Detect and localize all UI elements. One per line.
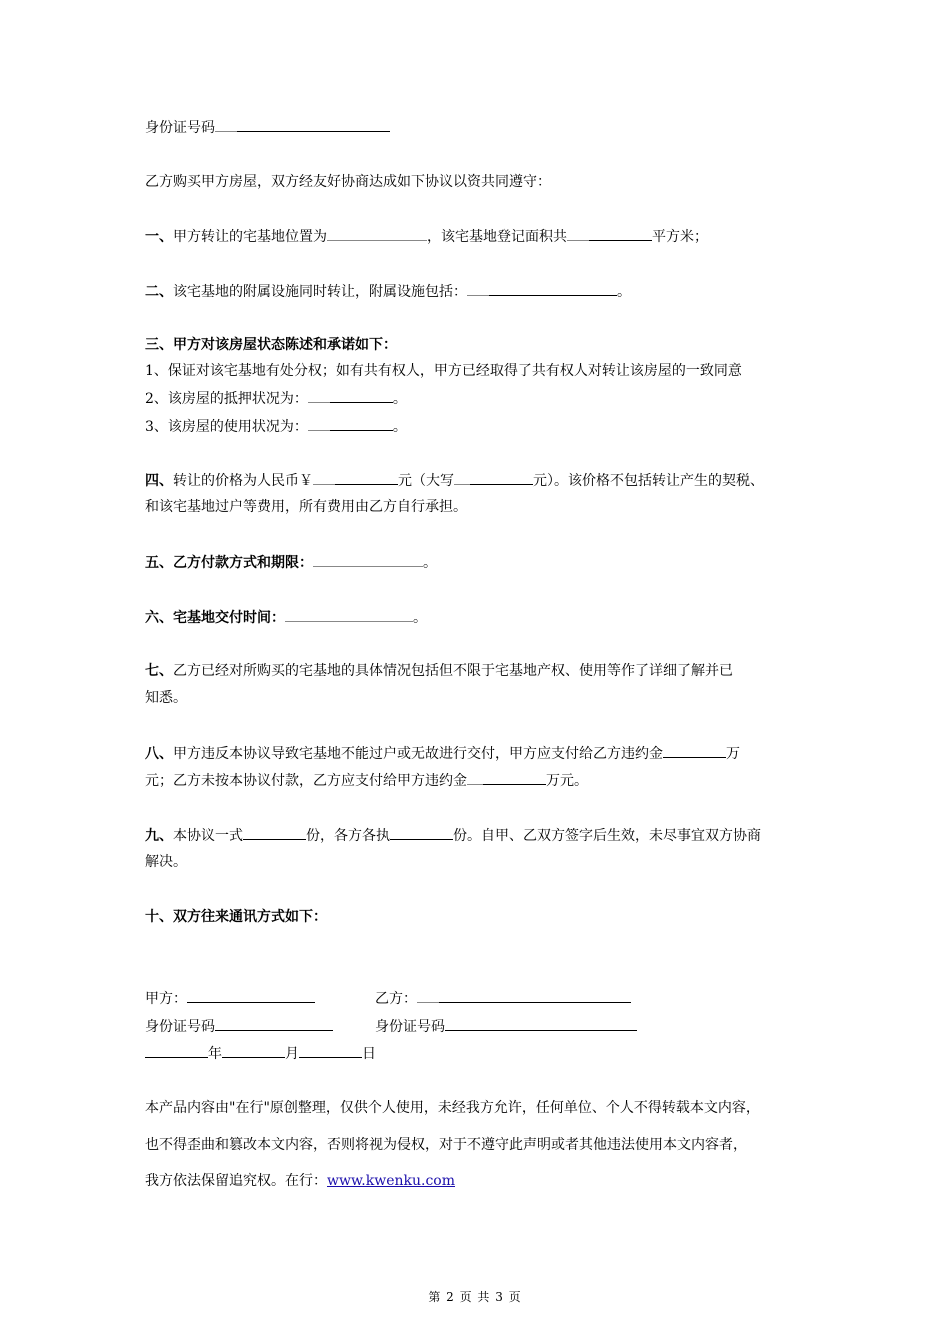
location-field[interactable] (327, 226, 427, 241)
copyright-notice-3: 我方依法保留追究权。在行：www.kwenku.com (145, 1173, 456, 1189)
party-a-id-field[interactable] (215, 1016, 333, 1031)
id-number-line: 身份证号码 (145, 117, 390, 138)
year-field[interactable] (145, 1043, 208, 1058)
party-a-signature: 甲方： (145, 988, 315, 1009)
party-a-id: 身份证号码 (145, 1016, 333, 1037)
clause-3-3: 3、该房屋的使用状况为： 。 (145, 416, 407, 437)
party-a-field[interactable] (187, 988, 315, 1003)
copies-each-field[interactable] (390, 825, 453, 840)
clause-3-2: 2、该房屋的抵押状况为： 。 (145, 388, 407, 409)
price-uppercase-field[interactable] (470, 470, 533, 485)
copies-field[interactable] (243, 825, 306, 840)
day-field[interactable] (299, 1043, 362, 1058)
party-b-field[interactable] (439, 988, 631, 1003)
intro-paragraph: 乙方购买甲方房屋，双方经友好协商达成如下协议以资共同遵守： (145, 174, 551, 190)
clause-3-1: 1、保证对该宅基地有处分权；如有共有权人，甲方已经取得了共有权人对转让该房屋的一致同意 (145, 363, 742, 379)
website-link[interactable]: www.kwenku.com (327, 1173, 456, 1189)
price-field[interactable] (335, 470, 398, 485)
usage-status-field[interactable] (330, 416, 393, 431)
copyright-notice-1: 本产品内容由"在行"原创整理，仅供个人使用，未经我方允许，任何单位、个人不得转载本文内容， (145, 1100, 760, 1116)
clause-9-cont: 解决。 (145, 854, 187, 870)
clause-8: 八、甲方违反本协议导致宅基地不能过户或无故进行交付，甲方应支付给乙方违约金 万 (145, 743, 740, 764)
date-line: 年 月 日 (145, 1043, 376, 1064)
clause-4: 四、转让的价格为人民币￥ 元（大写 元）。该价格不包括转让产生的契税、 (145, 470, 764, 491)
blank-field[interactable] (215, 117, 237, 132)
mortgage-status-field[interactable] (330, 388, 393, 403)
clause-8-cont: 元；乙方未按本协议付款，乙方应支付给甲方违约金 万元。 (145, 770, 588, 791)
payment-method-field[interactable] (313, 552, 423, 567)
id-number-field[interactable] (237, 117, 390, 132)
clause-7-cont: 知悉。 (145, 690, 187, 706)
party-b-id: 身份证号码 (375, 1016, 637, 1037)
page-footer: 第 2 页 共 3 页 (428, 1290, 522, 1304)
party-b-id-field[interactable] (445, 1016, 637, 1031)
month-field[interactable] (222, 1043, 285, 1058)
delivery-time-field[interactable] (285, 607, 413, 622)
clause-5: 五、乙方付款方式和期限： 。 (145, 552, 437, 573)
clause-1: 一、甲方转让的宅基地位置为 ，该宅基地登记面积共 平方米； (145, 226, 708, 247)
clause-7: 七、乙方已经对所购买的宅基地的具体情况包括但不限于宅基地产权、使用等作了详细了解并已 (145, 663, 733, 679)
clause-4-cont: 和该宅基地过户等费用，所有费用由乙方自行承担。 (145, 499, 467, 515)
clause-9: 九、本协议一式 份，各方各执 份。自甲、乙双方签字后生效，未尽事宜双方协商 (145, 825, 761, 846)
clause-2: 二、该宅基地的附属设施同时转让，附属设施包括： 。 (145, 281, 631, 302)
clause-6: 六、宅基地交付时间： 。 (145, 607, 427, 628)
copyright-notice-2: 也不得歪曲和篡改本文内容，否则将视为侵权，对于不遵守此声明或者其他违法使用本文内容者， (145, 1137, 747, 1153)
penalty-a-field[interactable] (663, 743, 726, 758)
party-b-signature: 乙方： (375, 988, 631, 1009)
area-field[interactable] (589, 226, 652, 241)
penalty-b-field[interactable] (483, 770, 546, 785)
clause-3-title: 三、甲方对该房屋状态陈述和承诺如下： (145, 337, 397, 353)
clause-10-title: 十、双方往来通讯方式如下： (145, 909, 327, 925)
facilities-field[interactable] (489, 281, 617, 296)
